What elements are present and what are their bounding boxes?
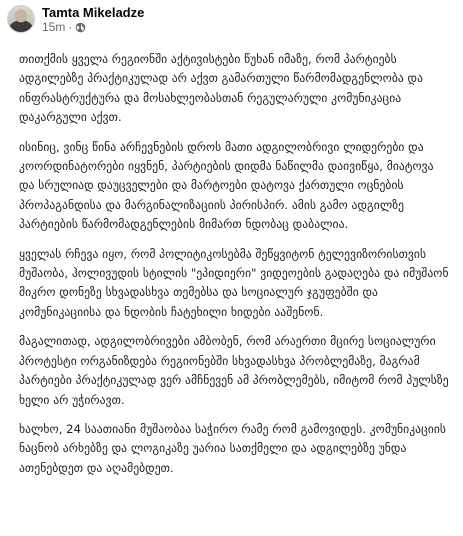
author-name[interactable]: Tamta Mikeladze: [42, 5, 145, 20]
post-body: [19, 50, 451, 488]
post-paragraph-4: მაგალითად, ადგილობრივები ამბობენ, რომ არაერთი მცირე სოციალური პროტესტი ორგანიზდება რეგიონებში სხვადასხვა პრობლემაზე, მაგრამ პარტიები პრაქტიკულად ვერ ამჩნევენ ამ პრობლემებს, იმიტომ რომ პულსზე ხელი არ უჭირავთ.: [19, 334, 449, 407]
post-timestamp[interactable]: 15m: [42, 20, 66, 34]
separator-dot: ·: [68, 20, 73, 34]
post-meta: [42, 5, 144, 35]
avatar[interactable]: [7, 5, 35, 33]
post-paragraph-5: ხალხო, 24 საათიანი მუშაობაა საჭირო რამე რომ გამოვიდეს. კომუნიკაციის ნაცნობ არხებზე და ლოგიკაზე უარია სათქმელი და ადგილებზე უნდა ათენებდეთ და აღამებდეთ.: [19, 421, 446, 475]
globe-icon[interactable]: [75, 22, 86, 33]
post-header: [7, 5, 144, 35]
post-paragraph-3: ყველას რჩევა იყო, რომ პოლიტიკოსებმა შეწყვიტონ ტელევიზორისთვის მუშაობა, ჰოლივუდის სტილის "ეპიდიერი" ვიდეოების გადაღება და იმუშაონ მიკრო დონეზე სხვადასხვა თემებსა და სოციალურ ჯგუფებში და კომუნიკაციისა და ნდობის ჩატეხილი ხიდები ააშენონ.: [19, 246, 449, 319]
post-paragraph-2: ისინიც, ვინც წინა არჩევნების დროს მათი ადგილობრივი ლიდერები და კოორდინატორები იყვნენ, პარტიების დიდმა ნაწილმა დაივიწყა, მიატოვა და სრულიად დაუცველები და მარტოები დატოვა ქართული ოცნების პროპაგანდისა და მარგინალიზაციის პირისპირ. ამის გამო ადგილზე პარტიების წარმომადგენლების მიმართ ნდობაც დაბალია.: [19, 139, 434, 232]
post-subline: [42, 20, 144, 35]
post-paragraph-1: თითქმის ყველა რეგიონში აქტივისტები წუხან იმაზე, რომ პარტიებს ადგილებზე პრაქტიკულად არ აქვთ გამართული წარმომადგენლობა და ინფრასტრუქტურა და მოსახლეობასთან რეგულარული კომუნიკაცია დაკარგული აქვთ.: [19, 52, 424, 125]
